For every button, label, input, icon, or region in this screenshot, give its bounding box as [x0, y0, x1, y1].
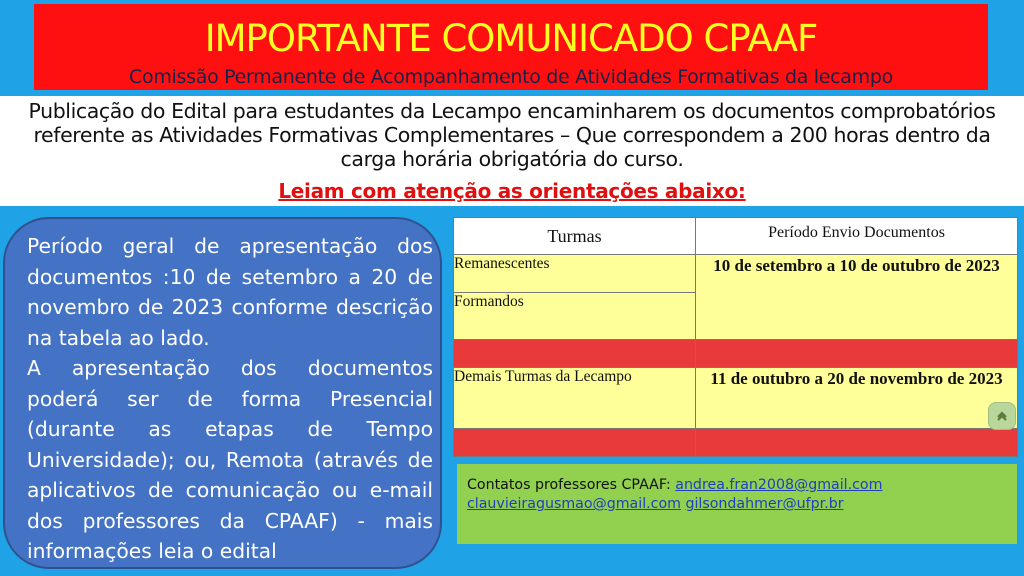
notice-box: [0, 96, 1024, 206]
banner-subtitle: Comissão Permanente de Acompanhamento de Atividades Formativas da lecampo: [129, 66, 893, 88]
info-panel: [3, 217, 442, 569]
sync-icon: [994, 408, 1010, 424]
separator-cell: [696, 429, 1018, 457]
scroll-icon[interactable]: [988, 402, 1016, 430]
table-row: [454, 255, 1018, 293]
notice-line: Publicação do Edital para estudantes da Lecampo encaminharem os documentos comprobatórios: [28, 99, 996, 123]
info-paragraph: A apresentação dos documentos poderá ser de forma Presencial (durante as etapas de Tempo Universidade); ou, Remota (através de aplicativos de comunicação ou e-mail dos professores da CPAAF) - mais informações leia o edital: [27, 356, 433, 563]
separator-cell: [454, 429, 696, 457]
table-header-row: [454, 218, 1018, 255]
table-separator-row: [454, 340, 1018, 368]
contacts-line: [467, 476, 1017, 495]
email-link-gilson[interactable]: gilsondahmer@ufpr.br: [685, 496, 844, 512]
table-cell-turma: Demais Turmas da Lecampo: [454, 368, 696, 429]
email-link-andrea[interactable]: andrea.fran2008@gmail.com: [675, 477, 883, 493]
column-header-periodo: Período Envio Documentos: [696, 218, 1018, 255]
contacts-label: Contatos professores CPAAF:: [467, 477, 671, 493]
table-row: [454, 368, 1018, 429]
info-paragraph: Período geral de apresentação dos documentos :10 de setembro a 20 de novembro de 2023 conforme descrição na tabela ao lado.: [27, 234, 433, 350]
schedule-table: [453, 217, 1018, 457]
contacts-box: [457, 464, 1017, 544]
email-link-clau[interactable]: clauvieiragusmao@gmail.com: [467, 496, 681, 512]
info-text: [27, 231, 433, 567]
table-separator-row: [454, 429, 1018, 457]
notice-line: referente as Atividades Formativas Complementares – Que correspondem a 200 horas dentro da: [33, 123, 991, 147]
banner-title: IMPORTANTE COMUNICADO CPAAF: [204, 17, 818, 60]
table-cell-period: 10 de setembro a 10 de outubro de 2023: [696, 255, 1018, 340]
notice-text: [0, 99, 1024, 171]
table-cell-turma: Remanescentes: [454, 255, 696, 293]
column-header-turmas: Turmas: [454, 218, 696, 255]
contacts-line: [467, 495, 1017, 514]
header-banner: [34, 4, 988, 90]
separator-cell: [696, 340, 1018, 368]
table-cell-turma: Formandos: [454, 293, 696, 340]
notice-line: carga horária obrigatória do curso.: [340, 147, 684, 171]
separator-cell: [454, 340, 696, 368]
table-cell-period: 11 de outubro a 20 de novembro de 2023: [696, 368, 1018, 429]
notice-alert: Leiam com atenção as orientações abaixo:: [278, 179, 746, 203]
